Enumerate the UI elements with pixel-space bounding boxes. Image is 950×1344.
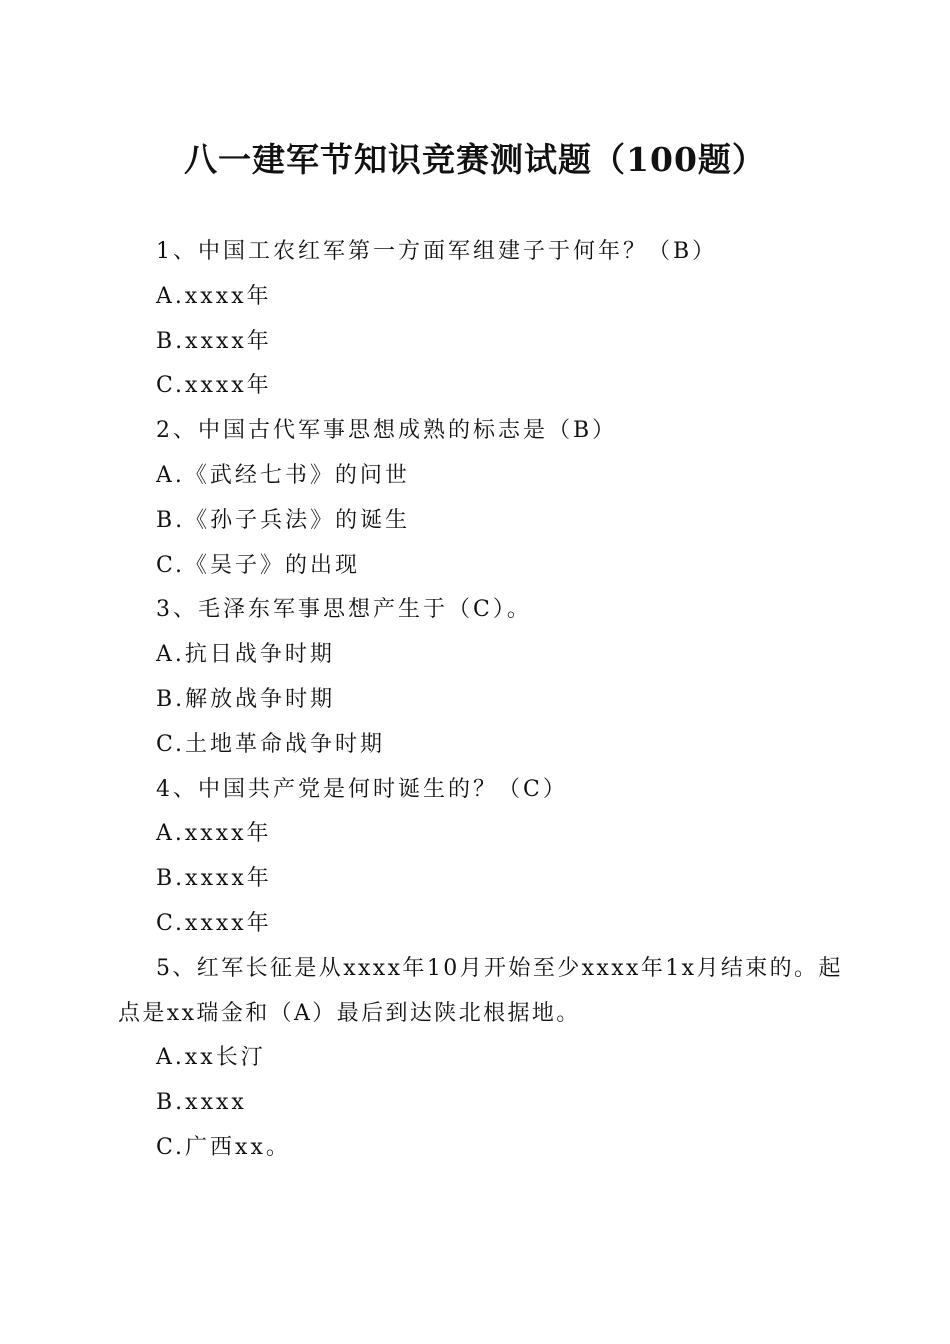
question-2: 2、中国古代军事思想成熟的标志是（B） [156, 418, 618, 444]
document-title: 八一建军节知识竞赛测试题（100题） [184, 140, 766, 179]
question-5: 5、红军长征是从xxxx年10月开始至少xxxx年1x月结束的。起点是xx瑞金和（A）最后到达陕北根据地。 [118, 955, 843, 1026]
question-2-option-a: A.《武经七书》的问世 [156, 462, 410, 488]
document-body [118, 230, 848, 1171]
question-4-option-a: A.xxxx年 [156, 821, 272, 847]
question-2-option-c: C.《吴子》的出现 [156, 552, 361, 578]
question-3-option-c: C.土地革命战争时期 [156, 731, 386, 757]
question-1-option-c: C.xxxx年 [156, 373, 272, 399]
question-2-option-b: B.《孙子兵法》的诞生 [156, 507, 411, 533]
question-3: 3、毛泽东军事思想产生于（C）。 [156, 597, 532, 623]
question-4: 4、中国共产党是何时诞生的？（C） [156, 776, 568, 802]
question-1-option-b: B.xxxx年 [156, 328, 272, 354]
question-3-option-a: A.抗日战争时期 [156, 642, 335, 668]
question-4-option-b: B.xxxx年 [156, 866, 272, 892]
question-5-option-c: C.广西xx。 [156, 1134, 291, 1160]
question-1-option-a: A.xxxx年 [156, 283, 272, 309]
question-1: 1、中国工农红军第一方面军组建子于何年？（B） [156, 239, 718, 264]
question-4-option-c: C.xxxx年 [156, 910, 272, 936]
question-3-option-b: B.解放战争时期 [156, 686, 336, 712]
question-5-option-a: A.xx长汀 [156, 1045, 266, 1071]
question-5-option-b: B.xxxx [156, 1090, 247, 1116]
